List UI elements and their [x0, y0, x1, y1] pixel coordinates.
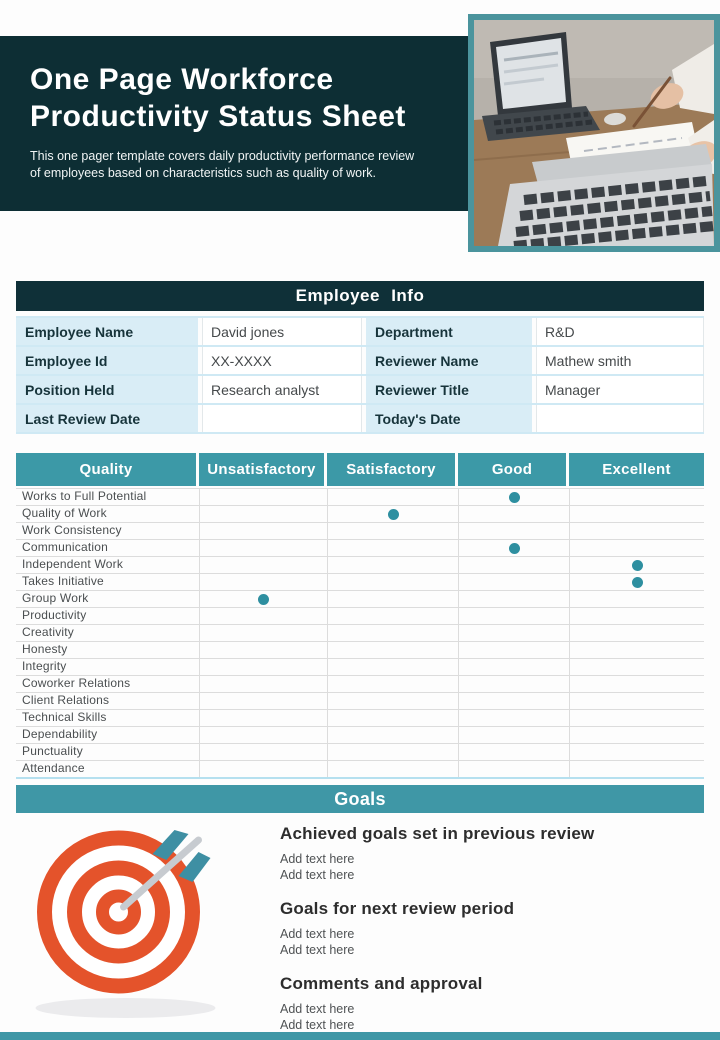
- rating-cell: [458, 676, 569, 692]
- target-icon: [28, 820, 218, 1022]
- rating-dot: [509, 543, 520, 554]
- reviewer-name-label: Reviewer Name: [366, 347, 532, 374]
- rating-cell: [569, 676, 704, 692]
- rating-cell: [327, 761, 458, 777]
- quality-row: [16, 625, 704, 642]
- column-header-good: Good: [458, 453, 566, 486]
- position-held-label: Position Held: [16, 376, 198, 403]
- rating-cell: [458, 693, 569, 709]
- quality-row-label: Creativity: [22, 625, 75, 639]
- rating-cell: [458, 523, 569, 539]
- rating-cell: [458, 591, 569, 607]
- rating-cell: [569, 744, 704, 760]
- rating-cell: [327, 710, 458, 726]
- rating-cell: [199, 659, 327, 675]
- rating-cell: [327, 489, 458, 505]
- todays-date-value: [536, 405, 704, 432]
- quality-row-label: Communication: [22, 540, 108, 554]
- footer-accent-bar: [0, 1032, 720, 1040]
- employee-id-label: Employee Id: [16, 347, 198, 374]
- goal-section-next-review: [280, 899, 710, 958]
- rating-cell: [458, 744, 569, 760]
- rating-cell: [569, 625, 704, 641]
- rating-dot: [388, 509, 399, 520]
- quality-row: [16, 761, 704, 777]
- workspace-photo-illustration: [474, 20, 714, 246]
- page-title: One Page Workforce Productivity Status Sheet: [30, 63, 406, 133]
- quality-row-label: Works to Full Potential: [22, 489, 147, 503]
- table-row: [16, 405, 704, 434]
- department-label: Department: [366, 318, 532, 345]
- last-review-date-value: [202, 405, 362, 432]
- rating-cell: [327, 642, 458, 658]
- page-subtitle: This one pager template covers daily productivity performance review of employees based on characteristics such as quality of work.: [30, 149, 415, 180]
- rating-cell: [458, 727, 569, 743]
- table-row: [16, 347, 704, 376]
- quality-row: [16, 489, 704, 506]
- rating-cell: [458, 710, 569, 726]
- quality-row-label: Productivity: [22, 608, 87, 622]
- goal-section-title: Achieved goals set in previous review: [280, 824, 595, 843]
- quality-row-label: Attendance: [22, 761, 85, 775]
- goal-placeholder-text: Add text here: [280, 868, 355, 882]
- rating-cell: [327, 523, 458, 539]
- rating-cell: [199, 625, 327, 641]
- rating-cell: [327, 557, 458, 573]
- rating-cell: [458, 557, 569, 573]
- rating-cell: [569, 540, 704, 556]
- rating-dot: [632, 577, 643, 588]
- rating-cell: [327, 727, 458, 743]
- employee-id-value: XX-XXXX: [202, 347, 362, 374]
- quality-row-label: Technical Skills: [22, 710, 107, 724]
- rating-dot: [632, 560, 643, 571]
- rating-cell: [199, 744, 327, 760]
- rating-cell: [458, 642, 569, 658]
- goal-section-title: Comments and approval: [280, 974, 483, 993]
- quality-row: [16, 506, 704, 523]
- quality-row: [16, 642, 704, 659]
- department-value: R&D: [536, 318, 704, 345]
- quality-row: [16, 540, 704, 557]
- quality-row: [16, 557, 704, 574]
- reviewer-title-value: Manager: [536, 376, 704, 403]
- rating-dot: [258, 594, 269, 605]
- rating-cell: [569, 591, 704, 607]
- rating-cell: [327, 591, 458, 607]
- quality-row-label: Coworker Relations: [22, 676, 131, 690]
- quality-table-header: [16, 453, 704, 486]
- position-held-value: Research analyst: [202, 376, 362, 403]
- todays-date-label: Today's Date: [366, 405, 532, 432]
- rating-cell: [199, 574, 327, 590]
- goal-placeholder-text: Add text here: [280, 1002, 355, 1016]
- rating-cell: [327, 693, 458, 709]
- rating-cell: [199, 608, 327, 624]
- rating-dot: [509, 492, 520, 503]
- rating-cell: [199, 642, 327, 658]
- quality-row-label: Work Consistency: [22, 523, 122, 537]
- quality-row-label: Dependability: [22, 727, 98, 741]
- reviewer-title-label: Reviewer Title: [366, 376, 532, 403]
- rating-cell: [199, 693, 327, 709]
- rating-cell: [458, 540, 569, 556]
- quality-row: [16, 659, 704, 676]
- goal-placeholder-text: Add text here: [280, 927, 355, 941]
- quality-row: [16, 591, 704, 608]
- goals-content: [280, 824, 710, 1040]
- rating-cell: [199, 540, 327, 556]
- quality-row: [16, 676, 704, 693]
- rating-cell: [199, 557, 327, 573]
- rating-cell: [569, 557, 704, 573]
- rating-cell: [199, 591, 327, 607]
- employee-info-table: [16, 316, 704, 434]
- header-photo: [468, 14, 720, 252]
- last-review-date-label: Last Review Date: [16, 405, 198, 432]
- rating-cell: [569, 642, 704, 658]
- quality-row-label: Group Work: [22, 591, 89, 605]
- rating-cell: [569, 608, 704, 624]
- rating-cell: [327, 676, 458, 692]
- rating-cell: [327, 608, 458, 624]
- goal-section-title: Goals for next review period: [280, 899, 515, 918]
- quality-table-body: [16, 488, 704, 779]
- quality-row: [16, 523, 704, 540]
- rating-cell: [458, 489, 569, 505]
- reviewer-name-value: Mathew smith: [536, 347, 704, 374]
- rating-cell: [327, 574, 458, 590]
- quality-row-label: Takes Initiative: [22, 574, 104, 588]
- rating-cell: [458, 761, 569, 777]
- column-header-excellent: Excellent: [569, 453, 704, 486]
- bullseye-dart-icon: [28, 820, 218, 1022]
- rating-cell: [458, 608, 569, 624]
- quality-row-label: Independent Work: [22, 557, 124, 571]
- quality-row-label: Quality of Work: [22, 506, 107, 520]
- rating-cell: [569, 506, 704, 522]
- column-header-unsatisfactory: Unsatisfactory: [199, 453, 324, 486]
- goal-placeholder-text: Add text here: [280, 1018, 355, 1032]
- rating-cell: [569, 761, 704, 777]
- rating-cell: [327, 540, 458, 556]
- quality-row-label: Punctuality: [22, 744, 83, 758]
- goal-section-achieved: [280, 824, 710, 883]
- quality-row: [16, 693, 704, 710]
- rating-cell: [327, 659, 458, 675]
- column-header-quality: Quality: [16, 453, 196, 486]
- rating-cell: [569, 659, 704, 675]
- column-header-satisfactory: Satisfactory: [327, 453, 455, 486]
- rating-cell: [569, 523, 704, 539]
- rating-cell: [199, 523, 327, 539]
- employee-info-header: Employee Info: [16, 281, 704, 311]
- quality-row: [16, 744, 704, 761]
- rating-cell: [458, 506, 569, 522]
- rating-cell: [569, 574, 704, 590]
- rating-cell: [569, 727, 704, 743]
- rating-cell: [327, 625, 458, 641]
- goal-placeholder-text: Add text here: [280, 852, 355, 866]
- rating-cell: [327, 744, 458, 760]
- quality-row-label: Client Relations: [22, 693, 110, 707]
- rating-cell: [569, 693, 704, 709]
- rating-cell: [199, 710, 327, 726]
- table-row: [16, 318, 704, 347]
- quality-rating-table: [16, 453, 704, 779]
- rating-cell: [199, 489, 327, 505]
- quality-row: [16, 608, 704, 625]
- quality-row-label: Honesty: [22, 642, 68, 656]
- goals-header: Goals: [16, 785, 704, 813]
- rating-cell: [199, 761, 327, 777]
- rating-cell: [458, 574, 569, 590]
- rating-cell: [458, 659, 569, 675]
- quality-row: [16, 727, 704, 744]
- employee-name-label: Employee Name: [16, 318, 198, 345]
- goal-placeholder-text: Add text here: [280, 943, 355, 957]
- goal-section-comments: [280, 974, 710, 1033]
- rating-cell: [569, 710, 704, 726]
- quality-row: [16, 574, 704, 591]
- table-row: [16, 376, 704, 405]
- rating-cell: [199, 676, 327, 692]
- employee-name-value: David jones: [202, 318, 362, 345]
- rating-cell: [199, 727, 327, 743]
- quality-row: [16, 710, 704, 727]
- rating-cell: [327, 506, 458, 522]
- quality-row-label: Integrity: [22, 659, 67, 673]
- rating-cell: [569, 489, 704, 505]
- rating-cell: [199, 506, 327, 522]
- rating-cell: [458, 625, 569, 641]
